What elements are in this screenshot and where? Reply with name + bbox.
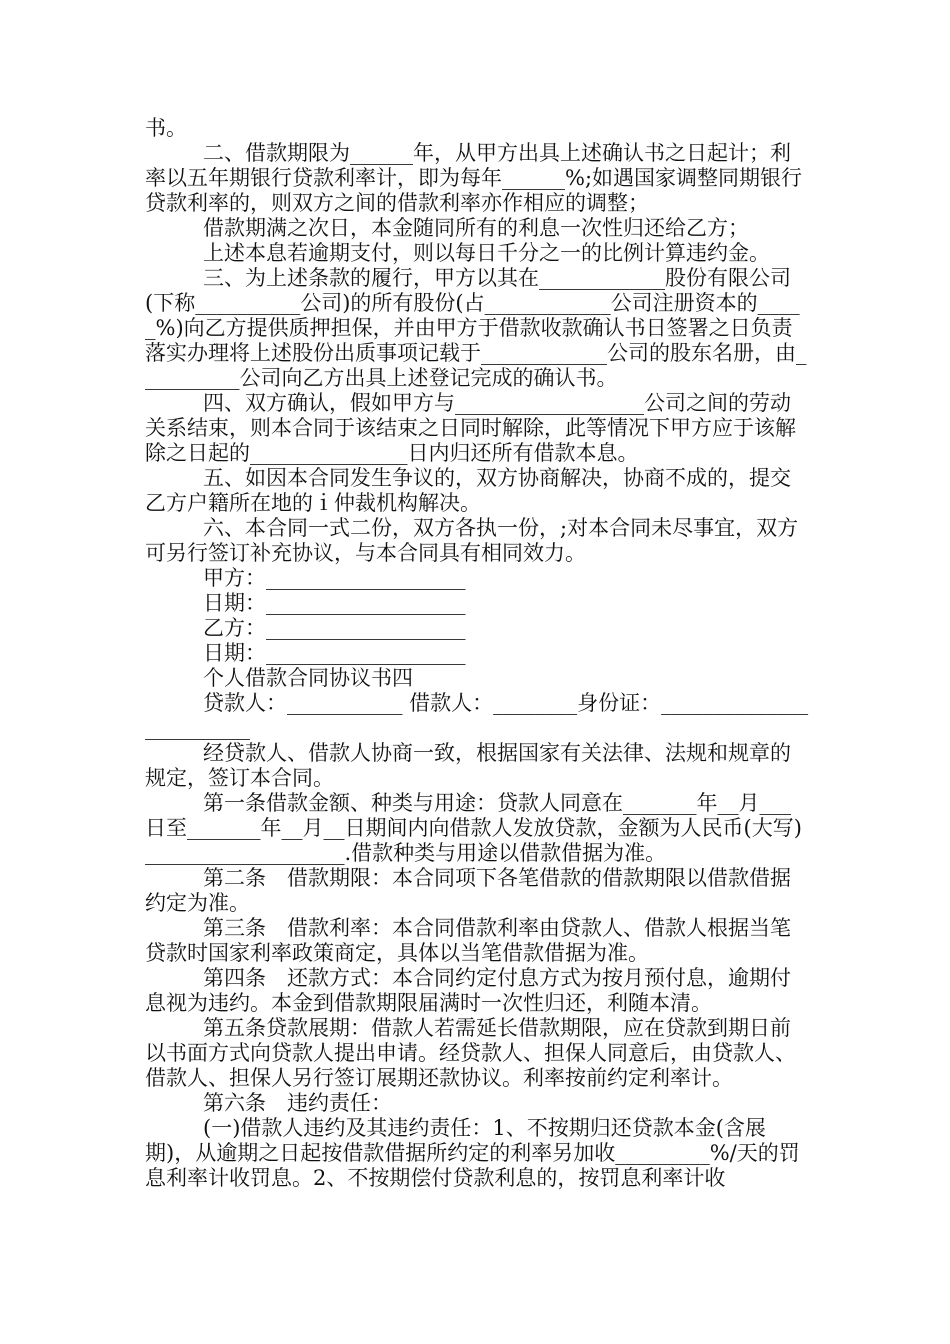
paragraph: 经贷款人、借款人协商一致，根据国家有关法律、法规和规章的规定，签订本合同。 <box>145 741 791 790</box>
paragraph: 六、本合同一式二份，双方各执一份，;对本合同未尽事宜，双方可另行签订补充协议，与本合同具有相同效力。 <box>145 516 799 565</box>
signature-line-party-a: 甲方：___________________ <box>203 566 466 590</box>
article-5: 第五条贷款展期：借款人若需延长借款期限，应在贷款到期日前以书面方式向贷款人提出申请。经贷款人、担保人同意后，由贷款人、借款人、担保人另行签订展期还款协议。利率按前约定利率计。 <box>145 1016 796 1090</box>
signature-line-date: 日期：___________________ <box>203 641 466 665</box>
document-page <box>145 116 810 1191</box>
paragraph: 书。 <box>145 116 187 140</box>
parties-line: 贷款人：___________ 借款人：________身份证：________________________ <box>145 691 809 740</box>
article-6-clause-1: (一)借款人违约及其违约责任：1、不按期归还贷款本金(含展期)，从逾期之日起按借款借据所约定的利率另加收_________%/天的罚息利率计收罚息。2、不按期偿付贷款利息的，按罚息利率计收 <box>145 1116 800 1190</box>
paragraph: 五、如因本合同发生争议的，双方协商解决，协商不成的，提交乙方户籍所在地的ｉ仲裁机构解决。 <box>145 466 791 515</box>
paragraph: 二、借款期限为______年，从甲方出具上述确认书之日起计；利率以五年期银行贷款利率计，即为每年______%;如遇国家调整同期银行贷款利率的，则双方之间的借款利率亦作相应的调整； <box>145 141 803 215</box>
article-2: 第二条 借款期限：本合同项下各笔借款的借款期限以借款借据约定为准。 <box>145 866 791 915</box>
article-3: 第三条 借款利率：本合同借款利率由贷款人、借款人根据当笔贷款时国家利率政策商定，具体以当笔借款借据为准。 <box>145 916 791 965</box>
signature-line-party-b: 乙方：___________________ <box>203 616 466 640</box>
signature-line-date: 日期：___________________ <box>203 591 466 615</box>
paragraph: 三、为上述条款的履行，甲方以其在____________股份有限公司(下称__________公司)的所有股份(占____________公司注册资本的_____%)向乙方提供质押担保，并由甲方于借款收款确认书日签署之日负责落实办理将上述股份出质事项记载于____________公司的股东名册，由__________公司向乙方出具上述登记完成的确认书。 <box>145 266 807 390</box>
article-4: 第四条 还款方式：本合同约定付息方式为按月预付息，逾期付息视为违约。本金到借款期限届满时一次性归还，利随本清。 <box>145 966 791 1015</box>
paragraph: 四、双方确认，假如甲方与__________________公司之间的劳动关系结束，则本合同于该结束之日同时解除，此等情况下甲方应于该解除之日起的_______________日内归还所有借款本息。 <box>145 391 796 465</box>
paragraph: 借款期满之次日，本金随同所有的利息一次性归还给乙方； <box>203 216 749 240</box>
article-1: 第一条借款金额、种类与用途：贷款人同意在_______年__月___日至_______年__月__日期间内向借款人发放贷款，金额为人民币(大写)___________________.借款种类与用途以借款借据为准。 <box>145 791 802 865</box>
section-title: 个人借款合同协议书四 <box>203 666 413 690</box>
paragraph: 上述本息若逾期支付，则以每日千分之一的比例计算违约金。 <box>203 241 770 265</box>
article-6: 第六条 违约责任： <box>203 1091 392 1115</box>
